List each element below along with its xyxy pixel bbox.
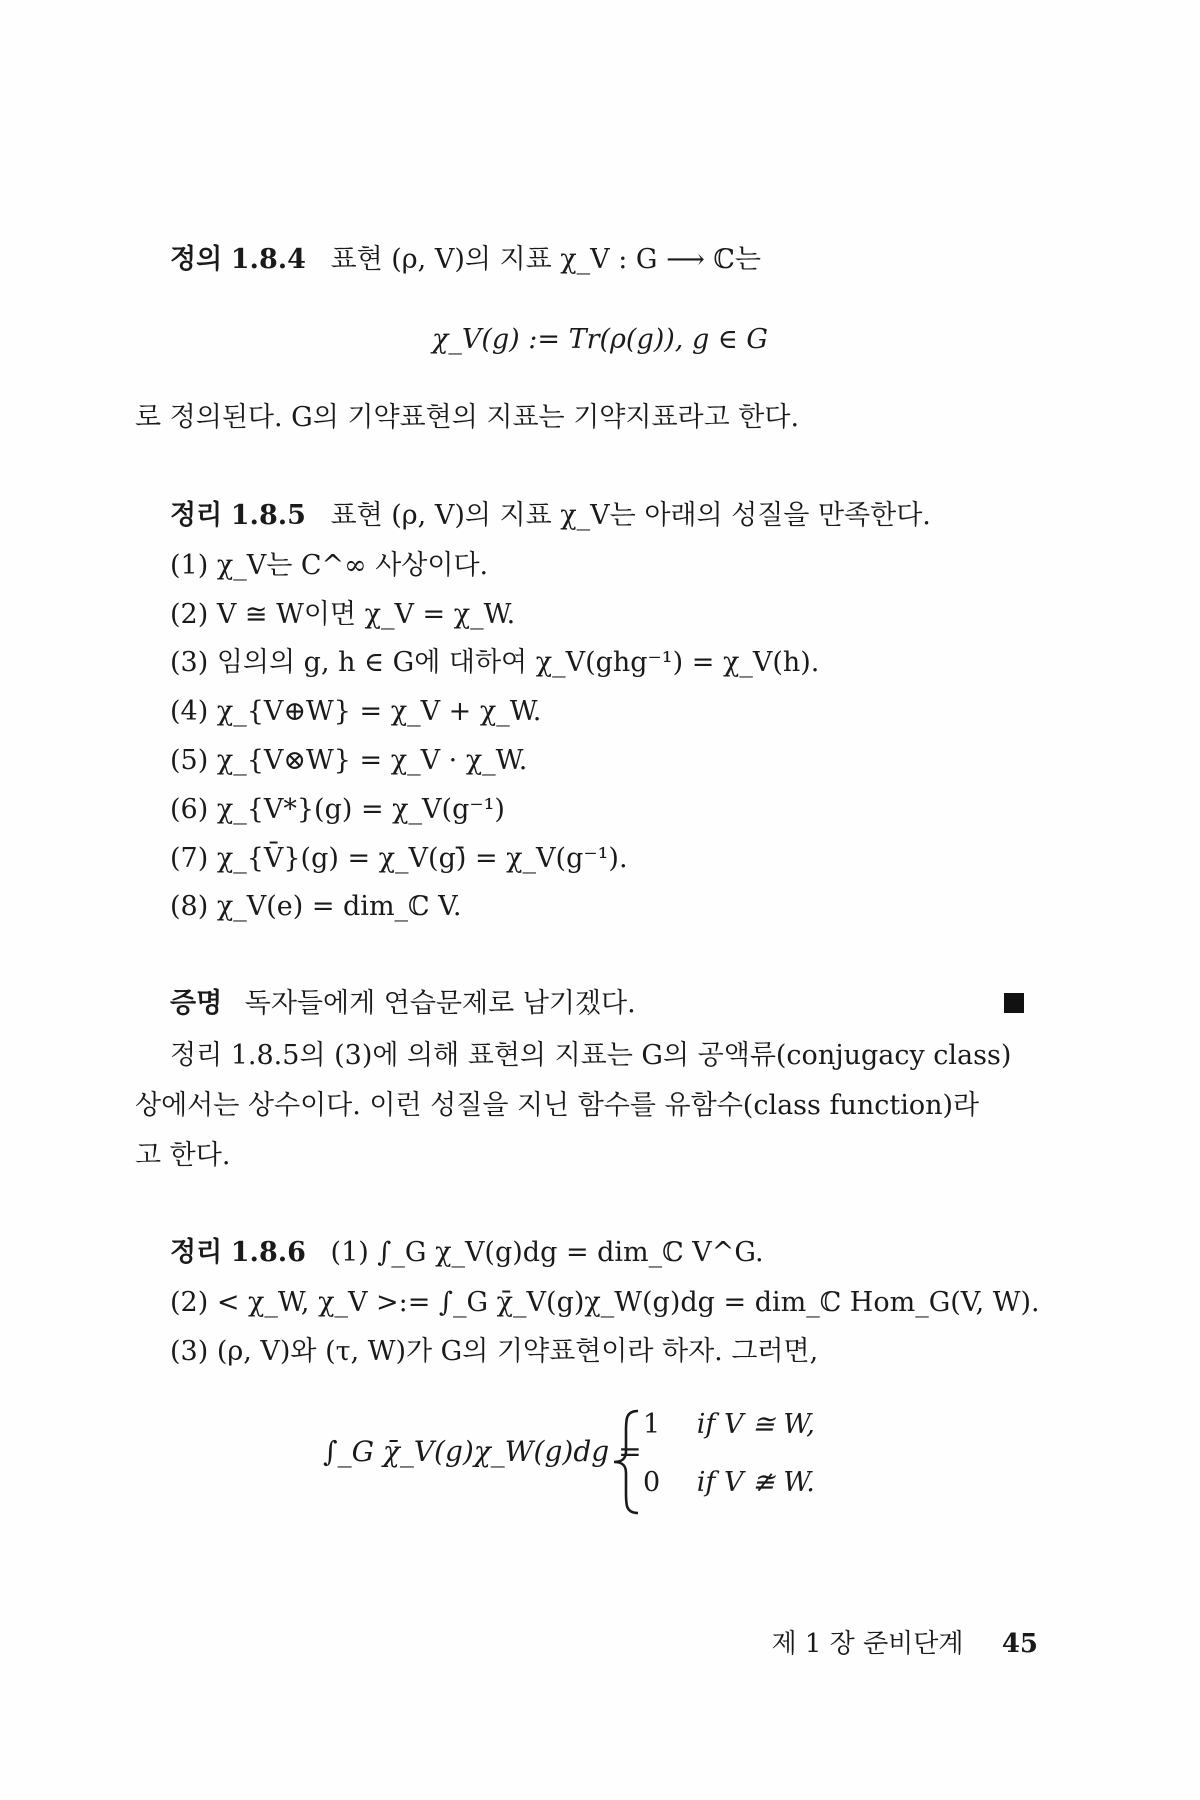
orthogonality-formula <box>0 1395 1200 1525</box>
definition-formula: χ_V(g) := Tr(ρ(g)), g ∈ G <box>432 324 768 355</box>
remark-line-3: 고 한다. <box>135 1140 231 1171</box>
theorem-186-number: 1.8.6 <box>230 1237 306 1268</box>
definition-intro: 표현 (ρ, V)의 지표 χ_V : G ⟶ ℂ는 <box>330 244 761 275</box>
definition-label: 정의 <box>170 244 223 275</box>
theorem-185-item-1: (1) χ_V는 C^∞ 사상이다. <box>170 550 489 581</box>
theorem-185-item-4: (4) χ_{V⊕W} = χ_V + χ_W. <box>170 696 542 727</box>
theorem-186-heading <box>170 1233 764 1273</box>
case-1-condition: if V ≅ W, <box>696 1409 815 1440</box>
theorem-185-heading <box>170 496 931 536</box>
footer-chapter: 제 1 장 준비단계 <box>771 1629 964 1659</box>
case-row-2 <box>643 1467 815 1498</box>
left-brace-icon <box>610 1407 646 1517</box>
remark-line-1: 정리 1.8.5의 (3)에 의해 표현의 지표는 G의 공액류(conjugacy class) <box>170 1040 1012 1071</box>
proof-label: 증명 <box>170 988 223 1019</box>
theorem-186-item-1: (1) ∫_G χ_V(g)dg = dim_ℂ V^G. <box>330 1237 764 1268</box>
theorem-185-item-5: (5) χ_{V⊗W} = χ_V · χ_W. <box>170 745 528 776</box>
theorem-185-item-3: (3) 임의의 g, h ∈ G에 대하여 χ_V(ghg⁻¹) = χ_V(h). <box>170 647 820 678</box>
definition-heading <box>170 240 761 280</box>
theorem-185-item-2: (2) V ≅ W이면 χ_V = χ_W. <box>170 599 516 630</box>
footer-page-number: 45 <box>1001 1629 1038 1659</box>
page-footer <box>0 1623 1038 1660</box>
case-row-1 <box>643 1409 815 1440</box>
definition-closing: 로 정의된다. G의 기약표현의 지표는 기약지표라고 한다. <box>135 402 800 433</box>
theorem-185-item-7: (7) χ_{V̄}(g) = χ_V(g)̄ = χ_V(g⁻¹). <box>170 843 628 874</box>
theorem-186-item-2: (2) < χ_W, χ_V >:= ∫_G χ̄_V(g)χ_W(g)dg = dim_ℂ Hom_G(V, W). <box>170 1287 1040 1318</box>
proof <box>170 984 636 1024</box>
remark-line-2: 상에서는 상수이다. 이런 성질을 지닌 함수를 유함수(class function)라 <box>135 1090 980 1121</box>
case-2-value: 0 <box>643 1467 661 1498</box>
proof-text: 독자들에게 연습문제로 남기겠다. <box>244 988 636 1019</box>
theorem-186-item-3: (3) (ρ, V)와 (τ, W)가 G의 기약표현이라 하자. 그러면, <box>170 1336 819 1367</box>
qed-square-icon <box>1004 993 1024 1013</box>
case-1-value: 1 <box>643 1409 661 1440</box>
case-2-condition: if V ≇ W. <box>696 1467 815 1498</box>
theorem-185-item-8: (8) χ_V(e) = dim_ℂ V. <box>170 891 462 922</box>
theorem-185-item-6: (6) χ_{V*}(g) = χ_V(g⁻¹) <box>170 794 505 825</box>
theorem-185-intro: 표현 (ρ, V)의 지표 χ_V는 아래의 성질을 만족한다. <box>330 500 931 531</box>
theorem-186-label: 정리 <box>170 1237 223 1268</box>
theorem-185-number: 1.8.5 <box>230 500 306 531</box>
theorem-185-label: 정리 <box>170 500 223 531</box>
integral-lhs: ∫_G χ̄_V(g)χ_W(g)dg = <box>323 1435 642 1468</box>
definition-number: 1.8.4 <box>230 244 306 275</box>
